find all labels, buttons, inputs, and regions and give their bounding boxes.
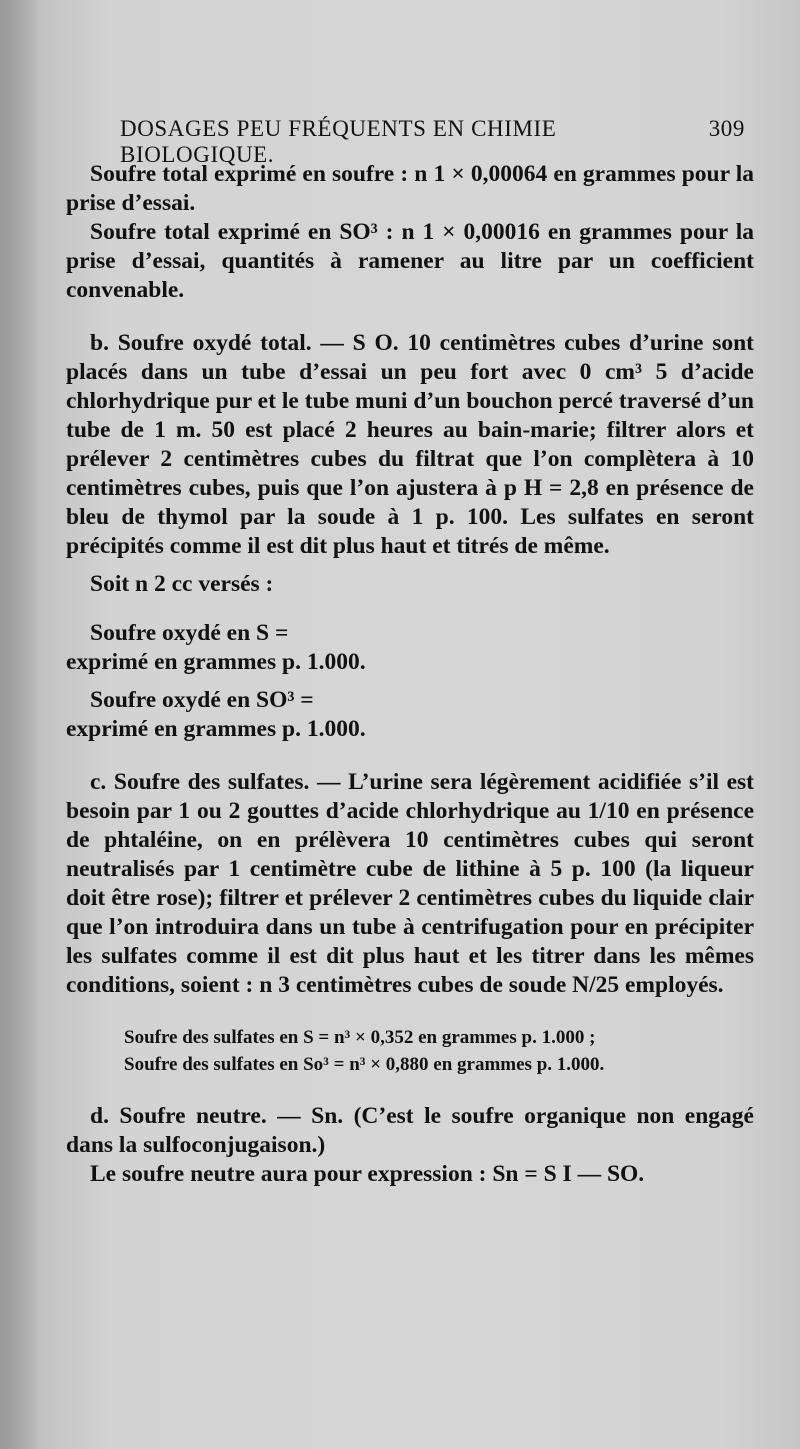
oxidized-so3-unit: exprimé en grammes p. 1.000. [66,716,366,742]
paragraph-sulfate-sulfur: c. Soufre des sulfates. — L’urine sera légèrement acidifiée s’il est besoin par 1 ou 2 gouttes d’acide chlorhydrique au 1/10 en présence de phtaléine, on en prélèvera 10 centimètres cubes qui seront neutralisés par 1 centimètre cube de lithine à 5 p. 100 (la liqueur doit être rose); filtrer et prélever 2 centimètres cubes du liquide clair que l’on introduira dans un tube à centrifugation pour en précipiter les sulfates comme il est dit plus haut et les titrer dans les mêmes conditions, soient : n 3 centimètres cubes de soude N/25 employés. [66,769,754,998]
formula-sulfates-s: Soufre des sulfates en S = n³ × 0,352 en grammes p. 1.000 ; [124,1027,596,1048]
paragraph-oxidized-sulfur: b. Soufre oxydé total. — S O. 10 centimètres cubes d’urine sont placés dans un tube d’essai un peu fort avec 0 cm³ 5 d’acide chlorhydrique pur et le tube muni d’un bouchon percé traversé d’un tube de 1 m. 50 est placé 2 heures au bain-marie; filtrer alors et prélever 2 centimètres cubes du filtrat que l’on complètera à 10 centimètres cubes, puis que l’on ajustera à p H = 2,8 en présence de bleu de thymol par la soude à 1 p. 100. Les sulfates en seront précipités comme il est dit plus haut et titrés de même. [66,330,754,559]
header-title: DOSAGES PEU FRÉQUENTS EN CHIMIE BIOLOGIQUE. [120,116,557,167]
oxidized-s-label: Soufre oxydé en S = [90,620,289,646]
page-number: 309 [708,116,745,141]
paragraph-neutral-expression: Le soufre neutre aura pour expression : Sn = S I — SO. [90,1161,645,1187]
paragraph-total-sulfur-s: Soufre total exprimé en soufre : n 1 × 0,00064 en grammes pour la prise d’essai. [66,161,754,216]
oxidized-s-unit: exprimé en grammes p. 1.000. [66,649,366,675]
formula-block [66,1024,754,1078]
paragraph-total-sulfur-so3: Soufre total exprimé en SO³ : n 1 × 0,00016 en grammes pour la prise d’essai, quantités à ramener au litre par un coefficient convenable. [66,219,754,303]
oxidized-so3-label: Soufre oxydé en SO³ = [90,687,314,713]
paragraph-neutral-sulfur: d. Soufre neutre. — Sn. (C’est le soufre organique non engagé dans la sulfoconjugaison.) [66,1103,754,1158]
binding-shadow [0,0,40,1449]
paragraph-soit: Soit n 2 cc versés : [90,571,274,597]
body-text [66,160,754,1189]
formula-sulfates-so3: Soufre des sulfates en So³ = n³ × 0,880 en grammes p. 1.000. [124,1054,605,1075]
